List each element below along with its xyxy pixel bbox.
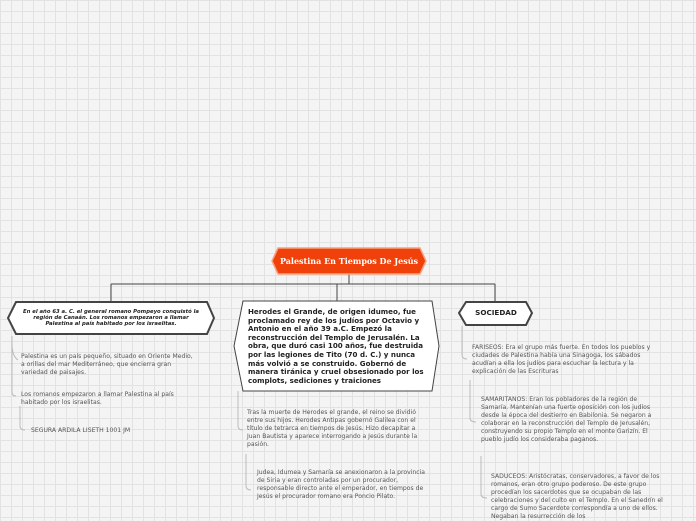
note-herodes-antipas[interactable]: Tras la muerte de Herodes el grande, el reino se dividió entre sus hijos. Herodes Antipas gobernó Galilea con el título de tetrarca en tiempos de Jesús. Hizo decapitar a Juan Bautista y aparece interrogando a Jesús durante la pasión. bbox=[247, 409, 418, 448]
note-judea-procurador[interactable]: Judea, Idumea y Samaría se anexionaron a la provincia de Siria y eran controladas por un procurador, responsable directo ante el emperador, en tiempos de Jesús el procurador romano era Poncio Pilato. bbox=[257, 469, 426, 500]
central-topic[interactable]: Palestina En Tiempos De Jesús bbox=[279, 256, 419, 266]
note-romanos-palestina[interactable]: Los romanos empezaron a llamar Palestina al país habitado por los israelitas. bbox=[21, 391, 174, 406]
topic-sociedad[interactable]: SOCIEDAD bbox=[475, 308, 517, 317]
note-author[interactable]: SEGURA ARDILA LISETH 1001 JM bbox=[31, 427, 131, 434]
topic-pompeyo-conquest[interactable]: En el año 63 a. C. el general romano Pompeyo conquistó la región de Canaán. Los romanos empezaron a llamar Palestina al país habitado por los israelitas. bbox=[23, 309, 199, 328]
topic-herodes-el-grande[interactable]: Herodes el Grande, de origen idumeo, fue proclamado rey de los judíos por Octavio y Antonio en el año 39 a.C. Empezó la reconstrucción del Templo de Jerusalén. La obra, que duró casi 100 años, fue destruida por las legiones de Tito (70 d. C.) y nunca más volvió a se construido. Gobernó de manera tiránica y cruel obsesionado por los complots, sediciones y traiciones bbox=[248, 307, 424, 385]
note-saduceos[interactable]: SADUCEOS: Aristócratas, conservadores, a favor de los romanos, eran otro grupo poderoso. De este grupo procedían los sacerdotes que se ocupaban de las celebraciones y del culto en el Templo. En el Sanedrín el cargo de Sumo Sacerdote correspondía a uno de ellos. Negaban la resurrección de los bbox=[491, 473, 663, 520]
note-palestina-description[interactable]: Palestina es un país pequeño, situado en Oriente Medio, a orillas del mar Mediterráneo, que encierra gran variedad de paisajes. bbox=[21, 353, 193, 376]
note-fariseos[interactable]: FARISEOS: Era el grupo más fuerte. En todos los pueblos y ciudades de Palestina había una Sinagoga, los sábados acudían a ella los judíos para escuchar la lectura y la explicación de las Escrituras bbox=[472, 344, 651, 375]
note-samaritanos[interactable]: SAMARITANOS: Eran los pobladores de la región de Samaría. Mantenían una fuerte oposición con los judíos desde la época del destierro en Babilonia. Se negaron a colaborar en la reconstrucción del Templo de Jerusalén, construyendo su propio Templo en el monte Garizín. El pueblo judío los consideraba paganos. bbox=[481, 396, 652, 443]
